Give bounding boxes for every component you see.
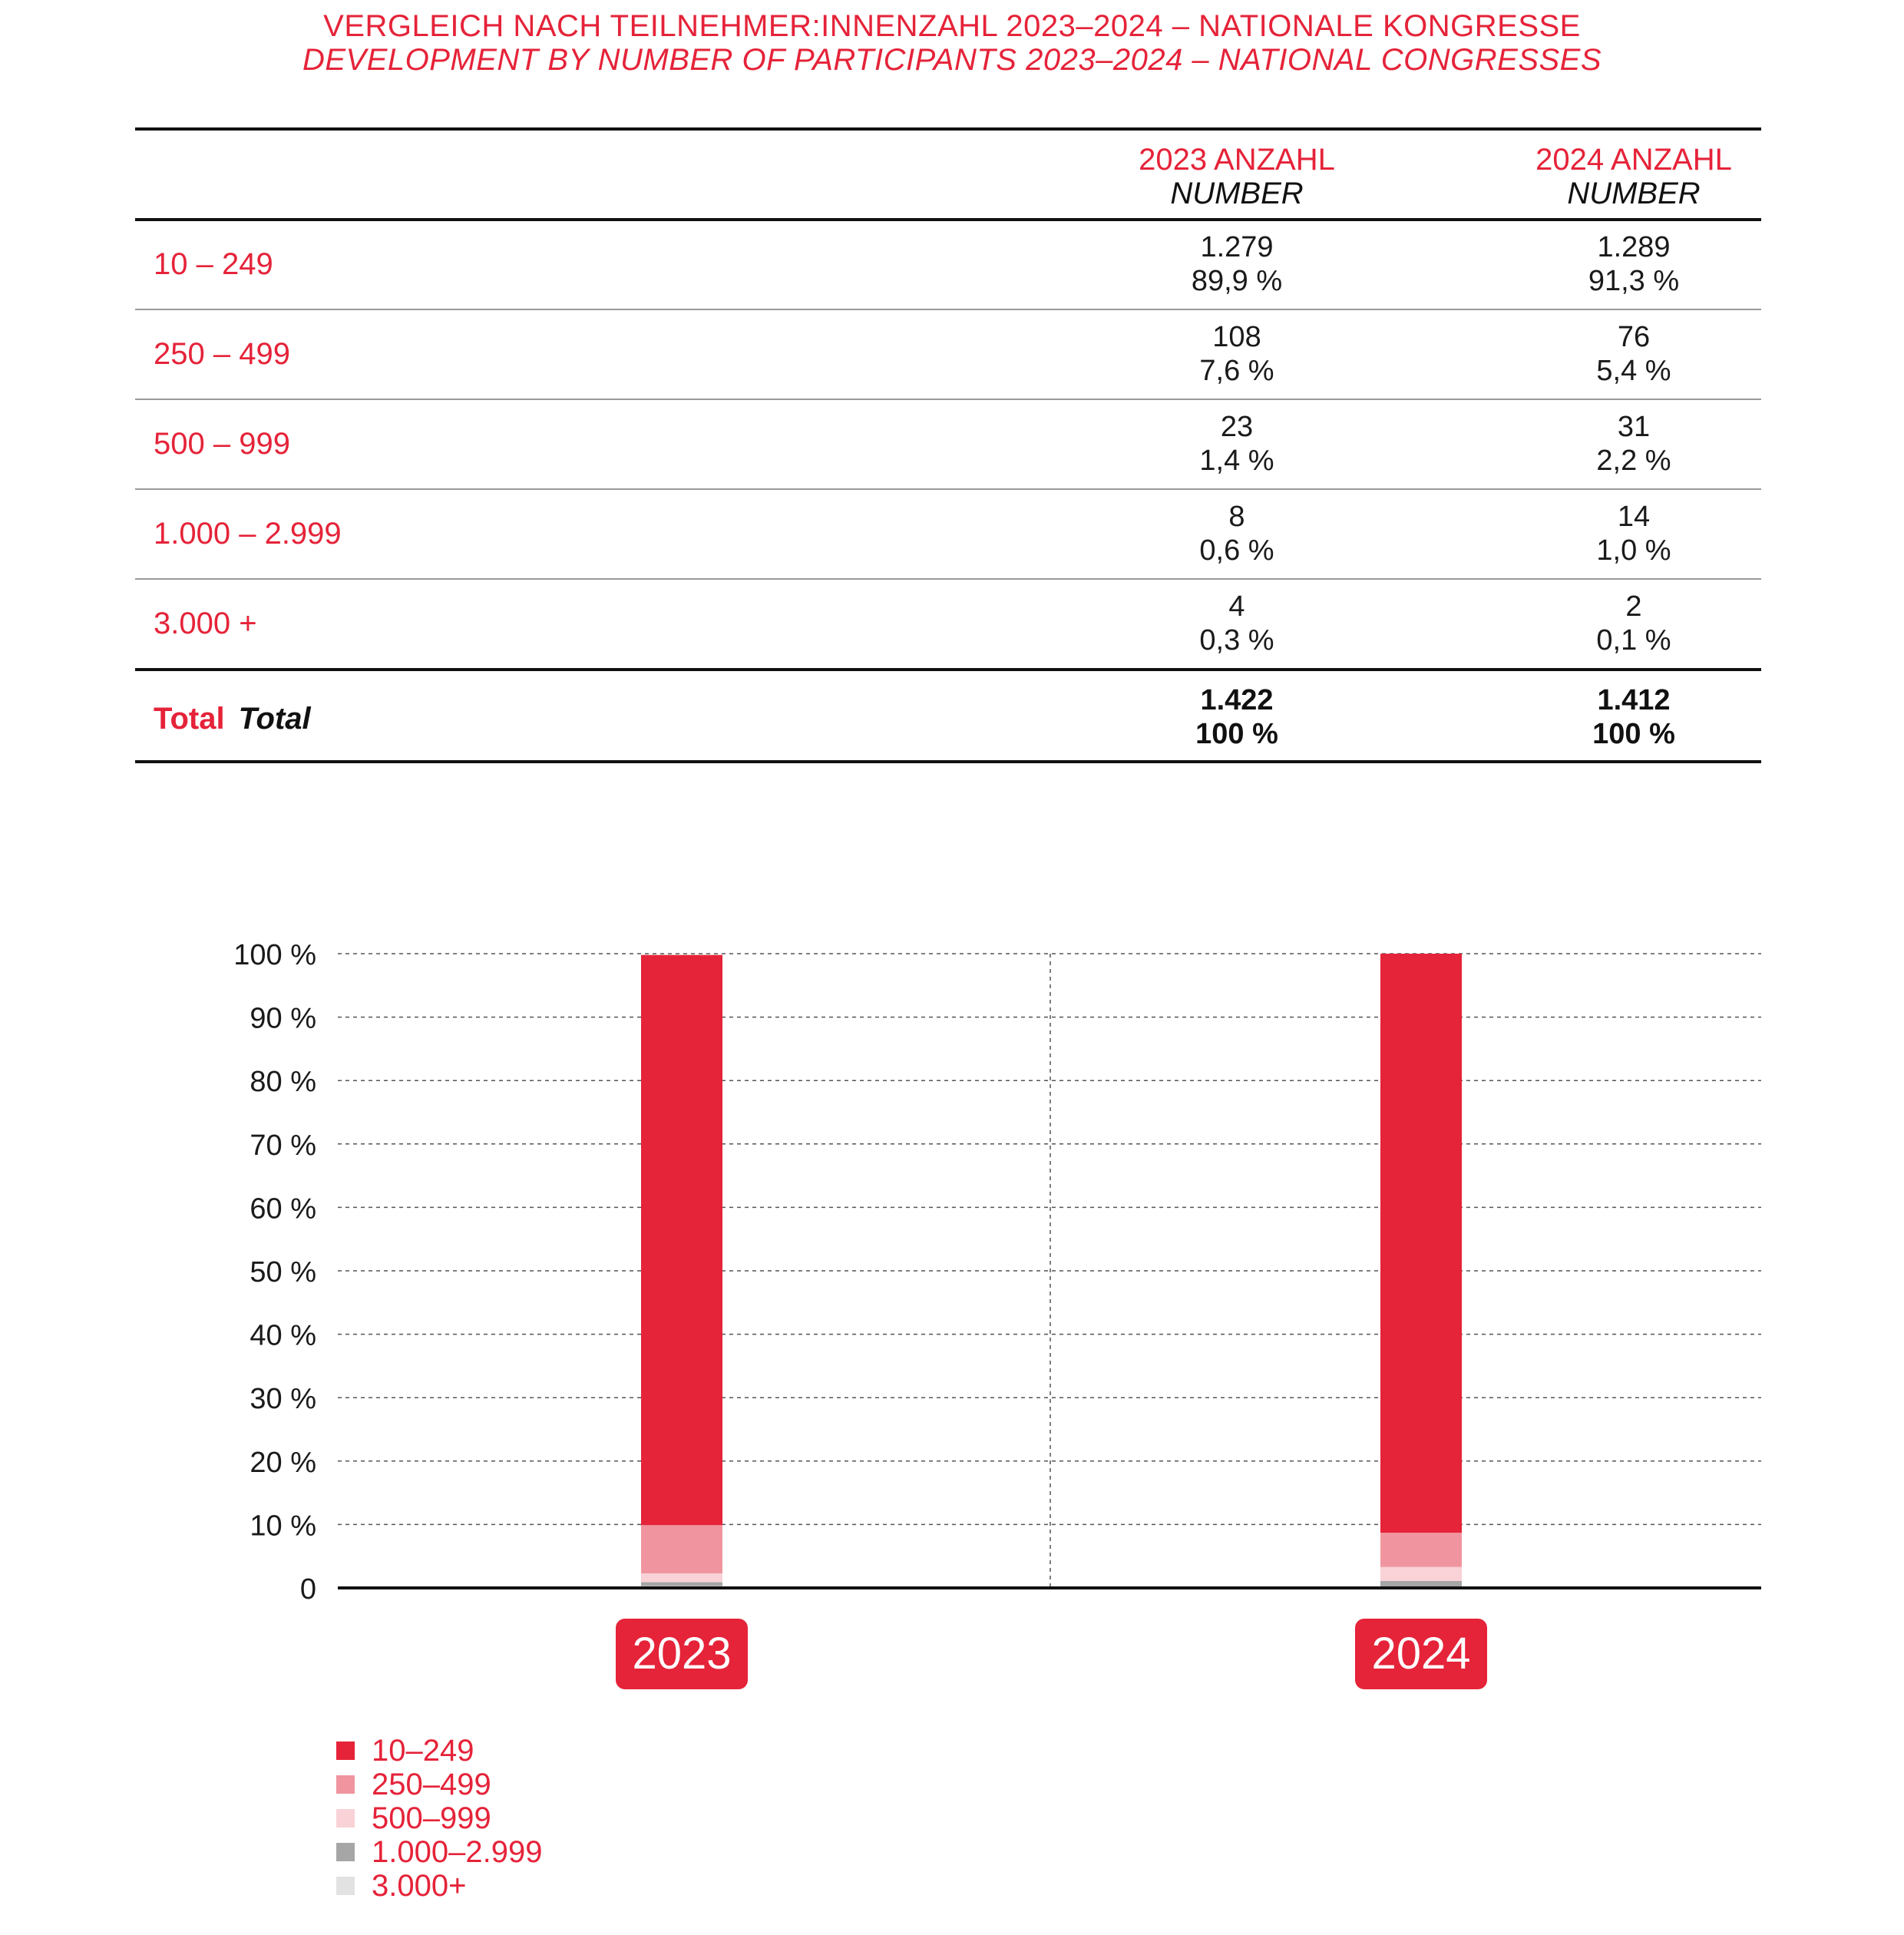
y-tick-label: 20 % bbox=[250, 1446, 316, 1479]
legend-label: 1.000–2.999 bbox=[372, 1835, 543, 1869]
column-header-2023-sub: NUMBER bbox=[1170, 177, 1304, 210]
total-2023-percent: 100 % bbox=[1195, 718, 1278, 750]
title-english: DEVELOPMENT BY NUMBER OF PARTICIPANTS 2023–2024 – NATIONAL CONGRESSES bbox=[302, 43, 1602, 77]
cell-2023-count: 1.279 bbox=[1200, 231, 1274, 263]
cell-2024-percent: 91,3 % bbox=[1588, 265, 1680, 297]
cell-2023-percent: 0,3 % bbox=[1199, 624, 1274, 657]
row-divider bbox=[135, 399, 1761, 400]
table-top-rule bbox=[135, 127, 1761, 131]
column-header-2024 bbox=[1480, 143, 1787, 210]
title-german: VERGLEICH NACH TEILNEHMER:INNENZAHL 2023–2024 – NATIONALE KONGRESSE bbox=[323, 9, 1581, 43]
total-label-english: Total bbox=[238, 702, 311, 736]
column-header-2024-year: 2024 ANZAHL bbox=[1535, 143, 1732, 177]
bar-2023-500-999 bbox=[641, 1573, 722, 1583]
row-label: 10 – 249 bbox=[154, 247, 273, 281]
cell-2024-percent: 5,4 % bbox=[1596, 355, 1671, 387]
row-label: 3.000 + bbox=[154, 607, 257, 640]
cell-2023-count: 8 bbox=[1228, 501, 1245, 533]
y-tick-label: 40 % bbox=[250, 1319, 316, 1352]
row-label: 250 – 499 bbox=[154, 337, 290, 371]
cell-2023-count: 108 bbox=[1212, 321, 1261, 353]
cell-2024-percent: 2,2 % bbox=[1596, 445, 1671, 477]
x-tick-label: 2024 bbox=[1371, 1629, 1471, 1679]
cell-2024-percent: 0,1 % bbox=[1596, 624, 1671, 657]
legend-swatch bbox=[336, 1843, 355, 1861]
table-row bbox=[135, 580, 1761, 670]
y-tick-label: 100 % bbox=[233, 939, 316, 971]
legend-swatch bbox=[336, 1809, 355, 1828]
cell-2024-count: 14 bbox=[1617, 501, 1651, 533]
y-tick-label: 10 % bbox=[250, 1510, 316, 1543]
total-label bbox=[154, 702, 311, 736]
column-header-2023-year: 2023 ANZAHL bbox=[1139, 143, 1335, 177]
row-divider bbox=[135, 578, 1761, 580]
legend-swatch bbox=[336, 1775, 355, 1794]
y-tick-label: 50 % bbox=[250, 1256, 316, 1288]
cell-2023-count: 4 bbox=[1228, 590, 1245, 623]
table-row bbox=[135, 311, 1761, 400]
bar-2023-1-000-2-999 bbox=[641, 1583, 722, 1586]
table-bottom-rule bbox=[135, 760, 1761, 763]
bar-2023-10-249 bbox=[641, 955, 722, 1526]
y-tick-label: 0 bbox=[299, 1573, 316, 1606]
legend-label: 10–249 bbox=[372, 1734, 474, 1768]
bar-2024-10-249 bbox=[1380, 954, 1462, 1533]
cell-2024-count: 31 bbox=[1617, 411, 1651, 443]
bar-2024-250-499 bbox=[1380, 1533, 1462, 1567]
column-header-2023 bbox=[1083, 143, 1390, 210]
table-row bbox=[135, 401, 1761, 490]
cell-2023-count: 23 bbox=[1220, 411, 1254, 443]
cell-2024-count: 2 bbox=[1625, 590, 1642, 623]
y-tick-label: 80 % bbox=[250, 1066, 316, 1099]
row-label: 500 – 999 bbox=[154, 427, 290, 461]
cell-2023-percent: 7,6 % bbox=[1199, 355, 1274, 387]
row-divider bbox=[135, 309, 1761, 310]
legend-label: 3.000+ bbox=[372, 1869, 467, 1903]
total-row bbox=[135, 674, 1761, 763]
cell-2023-percent: 89,9 % bbox=[1191, 265, 1283, 297]
bar-2024-1-000-2-999 bbox=[1380, 1581, 1462, 1587]
legend-swatch bbox=[336, 1742, 355, 1760]
y-tick-label: 90 % bbox=[250, 1002, 316, 1035]
legend-label: 500–999 bbox=[372, 1801, 491, 1835]
legend-label: 250–499 bbox=[372, 1768, 491, 1801]
total-label-german: Total bbox=[154, 702, 225, 736]
cell-2024-count: 76 bbox=[1617, 321, 1651, 353]
row-divider bbox=[135, 488, 1761, 490]
cell-2024-percent: 1,0 % bbox=[1596, 534, 1671, 567]
cell-2023-percent: 1,4 % bbox=[1199, 445, 1274, 477]
table-row bbox=[135, 221, 1761, 310]
y-tick-label: 30 % bbox=[250, 1383, 316, 1416]
cell-2024-count: 1.289 bbox=[1597, 231, 1671, 263]
row-label: 1.000 – 2.999 bbox=[154, 517, 342, 551]
bar-2024-500-999 bbox=[1380, 1567, 1462, 1581]
bar-2023-250-499 bbox=[641, 1525, 722, 1573]
y-tick-label: 70 % bbox=[250, 1129, 316, 1162]
table-row bbox=[135, 491, 1761, 580]
y-tick-label: 60 % bbox=[250, 1192, 316, 1226]
total-2023-count: 1.422 bbox=[1200, 684, 1274, 716]
cell-2023-percent: 0,6 % bbox=[1199, 534, 1274, 567]
stacked-bar-chart bbox=[0, 906, 1904, 1720]
total-2024-percent: 100 % bbox=[1592, 718, 1675, 750]
total-rule bbox=[135, 668, 1761, 671]
legend-swatch bbox=[336, 1877, 355, 1895]
column-header-2024-sub: NUMBER bbox=[1567, 177, 1701, 210]
x-tick-label: 2023 bbox=[632, 1629, 732, 1679]
total-2024-count: 1.412 bbox=[1597, 684, 1671, 716]
